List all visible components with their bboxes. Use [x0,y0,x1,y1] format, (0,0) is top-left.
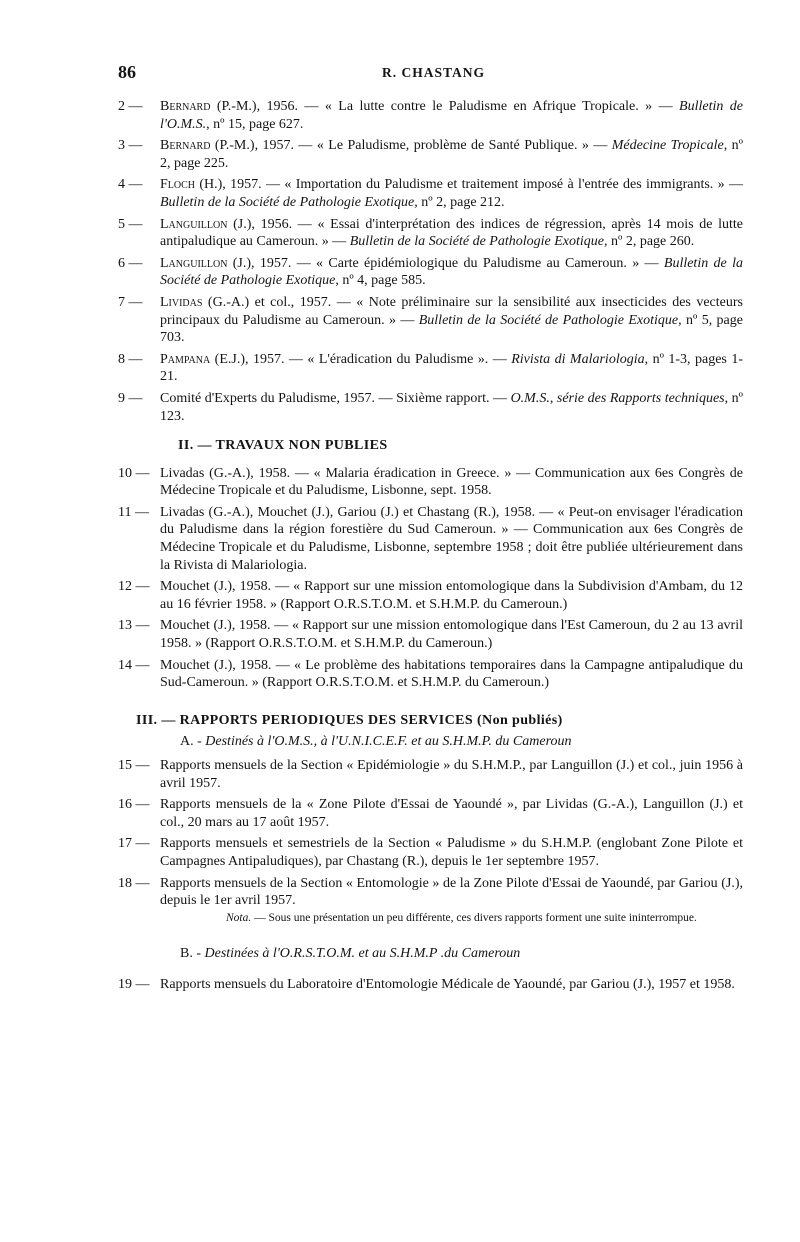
reference-author: Floch (H.) [160,177,223,193]
reference-text: Rapports mensuels et semestriels de la Section « Paludisme » du S.H.M.P. (englobant Zone Pilote et Campagnes Antipaludiques), par Chastang (R.), depuis le 1er septembre 1957. [160,836,743,869]
reference-number: 11 — [118,504,149,520]
section-heading: III. — RAPPORTS PERIODIQUES DES SERVICES (Non publiés) [136,712,563,728]
reference-title: , 1956. — « La lutte contre le Paludisme en Afrique Tropicale. » — [256,99,680,114]
reference-text [160,351,743,386]
reference-number: 5 — [118,216,143,232]
reference-details: , nº 2, page 225. [160,138,744,171]
reference-entry [118,757,743,792]
reference-number: 15 — [118,758,150,773]
reference-entry [118,351,743,386]
subsection-heading [180,733,743,751]
reference-text [160,294,743,347]
reference-number: 18 — [118,875,150,891]
reference-entry [118,796,743,831]
reference-source: Bulletin de la Société de Pathologie Exotique [349,234,604,250]
reference-entry [118,875,743,910]
reference-text [160,216,743,251]
reference-text [160,176,743,211]
reference-source: Bulletin de l'O.M.S. [160,99,743,132]
reference-text: Mouchet (J.), 1958. — « Le problème des habitations temporaires dans la Campagne antipaludique du Sud-Cameroun. » (Rapport O.R.S.T.O.M. et S.H.M.P. du Cameroun.) [160,657,743,691]
reference-source: Médecine Tropicale [611,138,724,154]
subsection-label: B. - [180,945,205,961]
reference-number: 13 — [118,618,150,634]
reference-author: Pampana (E.J.) [160,351,245,367]
reference-title: , 1956. — « Essai d'interprétation des indices de régression, après 14 mois de lutte antipaludique au Cameroun. » — [160,216,744,250]
reference-entry [118,294,743,347]
reference-number: 8 — [118,351,143,367]
reference-source: Bulletin de la Société de Pathologie Exotique [160,194,415,210]
reference-text [160,137,743,172]
reference-author: Lividas (G.-A.) [160,294,250,310]
reference-number: 6 — [118,255,143,271]
reference-entry [118,216,743,251]
reference-text [160,255,743,290]
subsection-label: A. - [180,734,206,750]
reference-entry [118,657,743,692]
reference-title: , 1957. — « Importation du Paludisme et traitement imposé à l'entrée des immigrants. » — [222,177,743,193]
reference-entry [118,976,743,994]
subsection-title: Destinées à l'O.R.S.T.O.M. et au S.H.M.P .du Cameroun [204,945,521,961]
reference-number: 16 — [118,797,150,813]
reference-entry [118,835,743,870]
reference-source: Bulletin de la Société de Pathologie Exotique [160,255,743,289]
reference-title: et col., 1957. — « Note préliminaire sur la sensibilité aux insecticides des vecteurs principaux du Paludisme au Cameroun. » — [160,294,743,328]
reference-entry [118,176,743,211]
reference-text: Livadas (G.-A.), 1958. — « Malaria éradication in Greece. » — Communication aux 6es Congrès de Médecine Tropicale et du Paludisme, Lisbonne, sept. 1958. [160,465,743,499]
reference-details: , nº 2, page 212. [414,194,505,210]
reference-number: 9 — [118,390,143,406]
reference-text: Rapports mensuels de la Section « Entomologie » de la Zone Pilote d'Essai de Yaoundé, par Gariou (J.), depuis le 1er avril 1957. [160,875,743,909]
running-head: R. CHASTANG [382,65,486,80]
reference-number: 3 — [118,138,143,154]
reference-number: 14 — [118,657,150,673]
reference-title: , 1957. — « Le Paludisme, problème de Santé Publique. » — [254,138,612,154]
reference-title: Comité d'Experts du Paludisme, 1957. — Sixième rapport. — [160,390,511,406]
reference-entry [118,98,743,133]
reference-author: Bernard (P.-M.) [160,99,257,114]
reference-number: 4 — [118,177,143,193]
reference-number: 17 — [118,836,150,852]
reference-details: , nº 123. [160,390,743,424]
reference-details: , nº 2, page 260. [604,234,695,250]
page-number: 86 [118,62,136,82]
bibliography [118,98,743,998]
reference-entry [118,255,743,290]
reference-author: Bernard (P.-M.) [160,138,255,154]
subsection-title: Destinés à l'O.M.S., à l'U.N.I.C.E.F. et au S.H.M.P. du Cameroun [205,734,572,750]
reference-entry [118,504,743,574]
reference-details: , nº 1-3, pages 1-21. [160,351,743,385]
reference-details: , nº 5, page 703. [160,312,743,346]
reference-entry [118,465,743,500]
reference-title: , 1957. — « Carte épidémiologique du Paludisme au Cameroun. » — [251,255,664,271]
reference-text: Livadas (G.-A.), Mouchet (J.), Gariou (J.) et Chastang (R.), 1958. — « Peut-on envisager l'éradication du Paludisme dans la région forestière du Sud Cameroun. » — Communication aux 6es Congrès de Médecine Tropicale et du Paludisme, Lisbonne, septembre 1958 ; doit être publiée ultérieurement dans la Rivista di Malariologia. [160,504,743,573]
reference-details: , nº 15, page 627. [206,116,304,132]
reference-source: O.M.S., série des Rapports techniques [510,390,725,406]
reference-text [160,390,743,425]
reference-author: Languillon (J.) [160,255,252,271]
reference-entry [118,617,743,652]
reference-number: 2 — [118,99,143,114]
reference-text: Mouchet (J.), 1958. — « Rapport sur une mission entomologique dans l'Est Cameroun, du 2 au 13 avril 1958. » (Rapport O.R.S.T.O.M. et S.H.M.P. du Cameroun.) [160,618,743,652]
reference-text [160,98,743,133]
note-text: — Sous une présentation un peu différente, ces divers rapports forment une suite ininterrompue. [251,911,697,924]
footnote [160,912,743,925]
reference-source: Rivista di Malariologia [511,351,645,367]
reference-number: 12 — [118,579,150,595]
reference-text: Rapports mensuels de la Section « Epidémiologie » du S.H.M.P., par Languillon (J.) et col., juin 1956 à avril 1957. [160,758,743,791]
section-heading: II. — TRAVAUX NON PUBLIES [178,438,388,454]
reference-text: Rapports mensuels du Laboratoire d'Entomologie Médicale de Yaoundé, par Gariou (J.), 1957 et 1958. [160,977,735,993]
reference-text: Rapports mensuels de la « Zone Pilote d'Essai de Yaoundé », par Lividas (G.-A.), Languillon (J.) et col., 20 mars au 17 août 1957. [160,797,743,830]
reference-number: 10 — [118,465,150,481]
note-label: Nota. [226,911,252,924]
reference-details: , nº 4, page 585. [335,273,426,289]
reference-number: 7 — [118,294,143,310]
reference-entry [118,137,743,172]
reference-entry [118,390,743,425]
reference-title: , 1957. — « L'éradication du Paludisme ». — [245,351,512,367]
reference-text: Mouchet (J.), 1958. — « Rapport sur une mission entomologique dans la Subdivision d'Ambam, du 12 au 16 février 1958. » (Rapport O.R.S.T.O.M. et S.H.M.P. du Cameroun.) [160,579,743,612]
page-header [118,62,738,86]
reference-author: Languillon (J.) [160,216,252,232]
reference-entry [118,578,743,613]
reference-source: Bulletin de la Société de Pathologie Exotique [418,312,679,328]
subsection-heading [180,945,743,963]
reference-number: 19 — [118,977,150,993]
